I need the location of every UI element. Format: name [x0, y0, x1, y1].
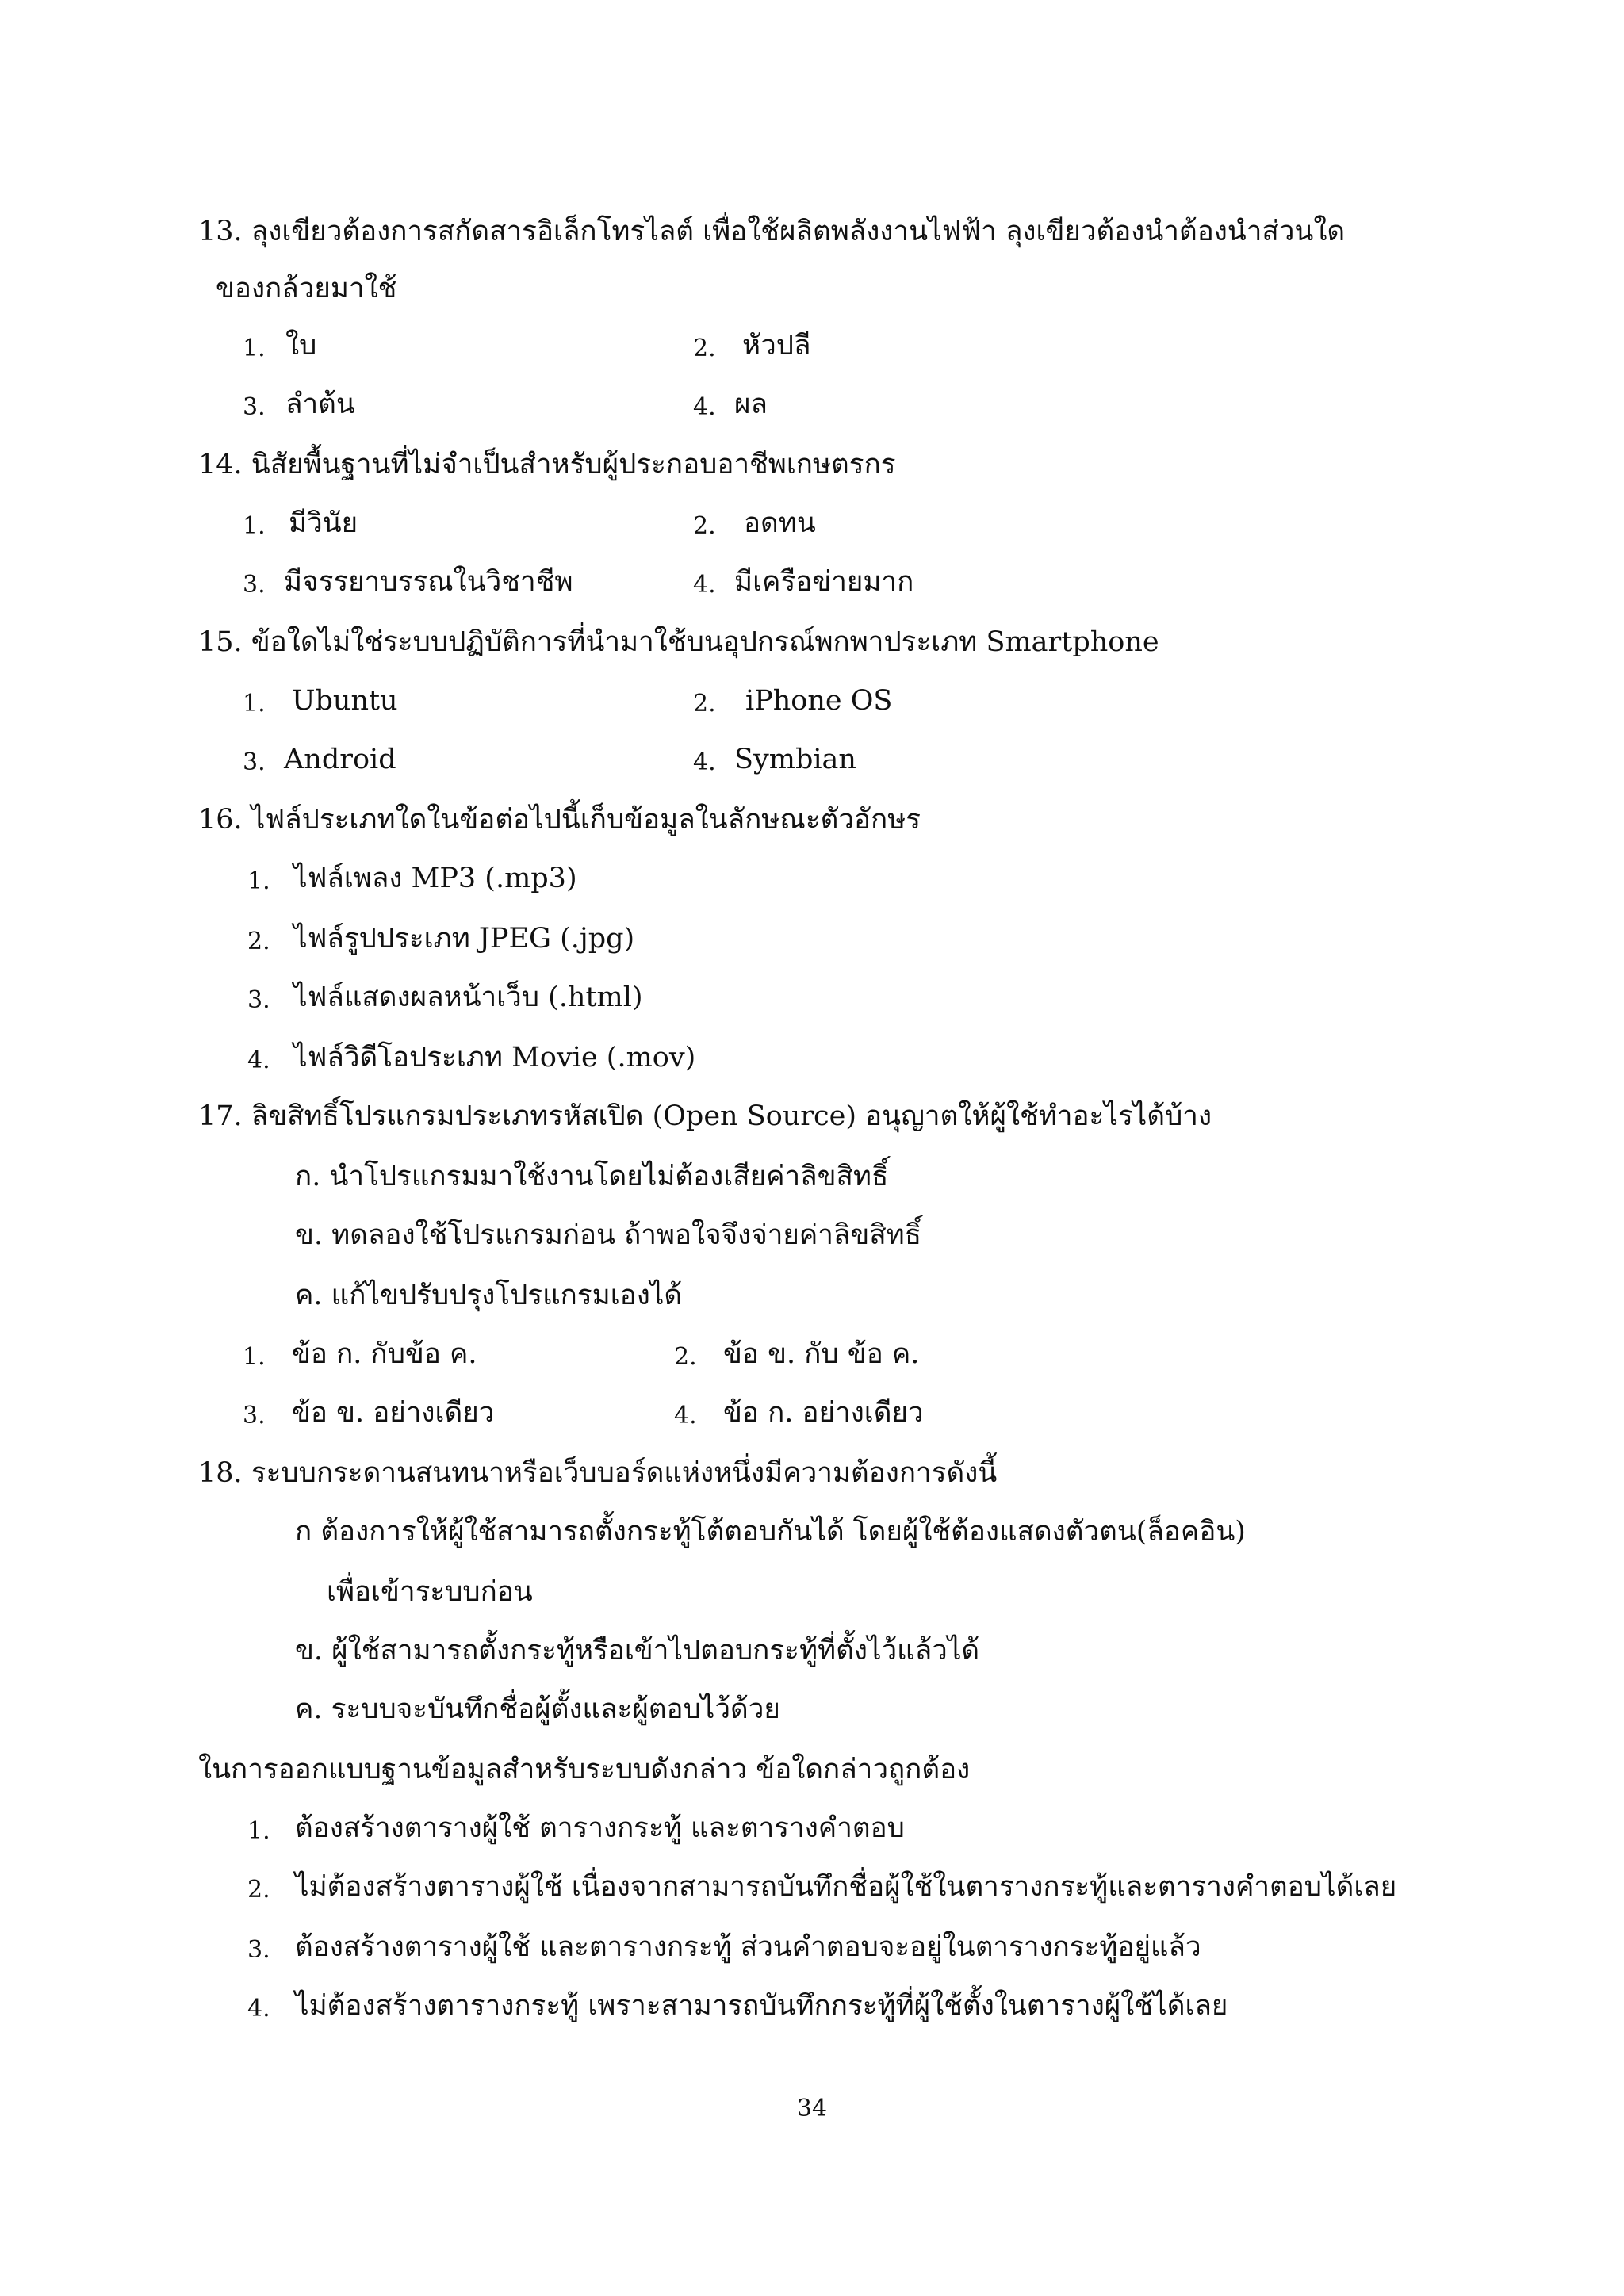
q18-choice-4-number: 4.: [247, 1995, 270, 2022]
q17-choice-4-text: ข้อ ก. อย่างเดียว: [723, 1397, 924, 1429]
question-14-stem: 14. นิสัยพื้นฐานที่ไม่จำเป็นสำหรับผู้ประกอบอาชีพเกษตรกร: [198, 449, 896, 480]
q18-item-ko: ก ต้องการให้ผู้ใช้สามารถตั้งกระทู้โต้ตอบกันได้ โดยผู้ใช้ต้องแสดงตัวตน(ล็อคอิน): [295, 1516, 1246, 1548]
q16-choice-1-number: 1.: [247, 867, 270, 895]
q17-choice-3-text: ข้อ ข. อย่างเดียว: [292, 1397, 495, 1429]
q18-item-kho: ข. ผู้ใช้สามารถตั้งกระทู้หรือเข้าไปตอบกระทู้ที่ตั้งไว้แล้วได้: [295, 1635, 980, 1667]
q13-choice-4-text: ผล: [734, 388, 768, 420]
q14-choice-4-number: 4.: [693, 571, 716, 599]
q16-choice-4-text: ไฟล์วิดีโอประเภท Movie (.mov): [293, 1042, 696, 1073]
q17-choice-4-number: 4.: [674, 1402, 697, 1429]
q17-choice-1-text: ข้อ ก. กับข้อ ค.: [292, 1338, 477, 1370]
q15-choice-2-text: iPhone OS: [745, 685, 893, 717]
q15-choice-4-text: Symbian: [734, 744, 856, 775]
q17-choice-2-text: ข้อ ข. กับ ข้อ ค.: [723, 1338, 920, 1370]
q17-item-kho-khwai: ค. แก้ไขปรับปรุงโปรแกรมเองได้: [295, 1280, 683, 1311]
q14-choice-3-text: มีจรรยาบรรณในวิชาชีพ: [284, 566, 573, 598]
q17-choice-3-number: 3.: [243, 1402, 266, 1429]
q14-choice-2-text: อดทน: [744, 507, 816, 539]
q18-choice-2-text: ไม่ต้องสร้างตารางผู้ใช้ เนื่องจากสามารถบันทึกชื่อผู้ใช้ในตารางกระทู้และตารางคำตอบได้เลย: [295, 1871, 1397, 1903]
q14-choice-1-number: 1.: [243, 512, 266, 540]
q14-choice-1-text: มีวินัย: [289, 507, 358, 539]
q18-choice-3-text: ต้องสร้างตารางผู้ใช้ และตารางกระทู้ ส่วนคำตอบจะอยู่ในตารางกระทู้อยู่แล้ว: [295, 1931, 1201, 1963]
question-13-stem-continued: ของกล้วยมาใช้: [216, 273, 397, 304]
q15-choice-3-text: Android: [284, 744, 396, 775]
question-16-stem: 16. ไฟล์ประเภทใดในข้อต่อไปนี้เก็บข้อมูลในลักษณะตัวอักษร: [198, 804, 921, 836]
q18-choice-1-text: ต้องสร้างตารางผู้ใช้ ตารางกระทู้ และตารางคำตอบ: [295, 1812, 905, 1844]
q13-choice-3-number: 3.: [243, 393, 266, 421]
q17-item-kho: ข. ทดลองใช้โปรแกรมก่อน ถ้าพอใจจึงจ่ายค่าลิขสิทธิ์: [295, 1219, 922, 1251]
question-18-stem: 18. ระบบกระดานสนทนาหรือเว็บบอร์ดแห่งหนึ่งมีความต้องการดังนี้: [198, 1457, 998, 1489]
q17-choice-1-number: 1.: [243, 1343, 266, 1371]
q17-choice-2-number: 2.: [674, 1343, 697, 1371]
q15-choice-3-number: 3.: [243, 748, 266, 776]
q16-choice-2-text: ไฟล์รูปประเภท JPEG (.jpg): [293, 923, 635, 955]
q16-choice-3-number: 3.: [247, 986, 270, 1014]
q14-choice-3-number: 3.: [243, 571, 266, 599]
question-13-stem: 13. ลุงเขียวต้องการสกัดสารอิเล็กโทรไลต์ เพื่อใช้ผลิตพลังงานไฟฟ้า ลุงเขียวต้องนำต้องนำส่วนใด: [198, 216, 1346, 247]
q18-question: ในการออกแบบฐานข้อมูลสำหรับระบบดังกล่าว ข้อใดกล่าวถูกต้อง: [198, 1754, 971, 1785]
q16-choice-2-number: 2.: [247, 928, 270, 955]
page-number: 34: [796, 2095, 828, 2122]
q14-choice-4-text: มีเครือข่ายมาก: [734, 566, 914, 598]
q17-item-ko: ก. นำโปรแกรมมาใช้งานโดยไม่ต้องเสียค่าลิขสิทธิ์: [295, 1161, 889, 1192]
q18-item-ko-continued: เพื่อเข้าระบบก่อน: [327, 1576, 533, 1608]
q13-choice-1-number: 1.: [243, 335, 266, 362]
q18-choice-3-number: 3.: [247, 1936, 270, 1964]
q16-choice-4-number: 4.: [247, 1047, 270, 1074]
q16-choice-1-text: ไฟล์เพลง MP3 (.mp3): [293, 863, 577, 894]
q15-choice-1-text: Ubuntu: [292, 685, 398, 717]
q14-choice-2-number: 2.: [693, 512, 716, 540]
q18-choice-2-number: 2.: [247, 1876, 270, 1904]
q13-choice-3-text: ลำต้น: [285, 388, 355, 420]
q15-choice-1-number: 1.: [243, 690, 266, 718]
q18-choice-4-text: ไม่ต้องสร้างตารางกระทู้ เพราะสามารถบันทึกกระทู้ที่ผู้ใช้ตั้งในตารางผู้ใช้ได้เลย: [295, 1990, 1228, 2022]
question-17-stem: 17. ลิขสิทธิ์โปรแกรมประเภทรหัสเปิด (Open Source) อนุญาตให้ผู้ใช้ทำอะไรได้บ้าง: [198, 1100, 1212, 1132]
q13-choice-2-text: หัวปลี: [742, 330, 811, 362]
q16-choice-3-text: ไฟล์แสดงผลหน้าเว็บ (.html): [293, 982, 643, 1013]
q18-item-kho-khwai: ค. ระบบจะบันทึกชื่อผู้ตั้งและผู้ตอบไว้ด้วย: [295, 1693, 780, 1725]
q18-choice-1-number: 1.: [247, 1817, 270, 1845]
q13-choice-4-number: 4.: [693, 393, 716, 421]
q15-choice-2-number: 2.: [693, 690, 716, 718]
q13-choice-1-text: ใบ: [285, 330, 317, 362]
q13-choice-2-number: 2.: [693, 335, 716, 362]
q15-choice-4-number: 4.: [693, 748, 716, 776]
question-15-stem: 15. ข้อใดไม่ใช่ระบบปฏิบัติการที่นำมาใช้บนอุปกรณ์พกพาประเภท Smartphone: [198, 626, 1159, 658]
